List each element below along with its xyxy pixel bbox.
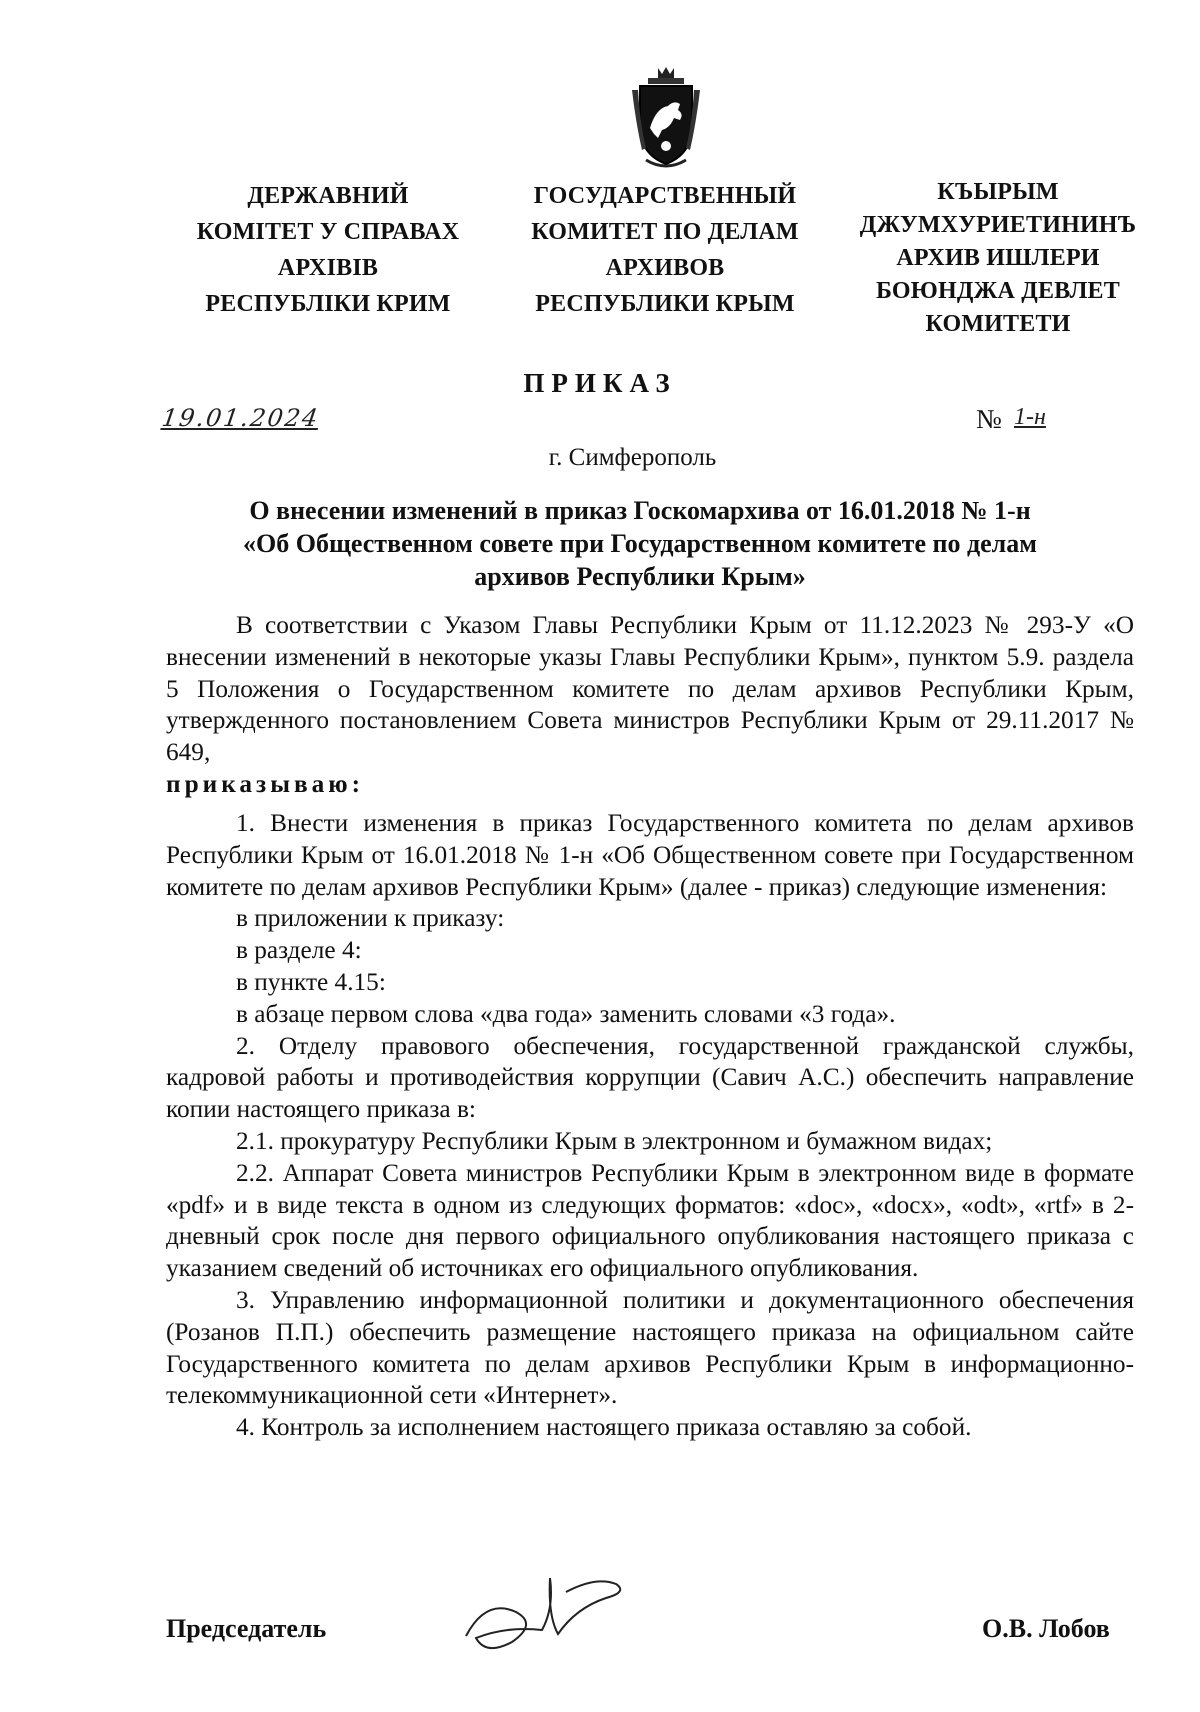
coat-of-arms-icon [628,64,704,168]
order-number: 1-н [1014,404,1046,430]
header-russian-line: РЕСПУБЛИКИ КРЫМ [535,291,795,317]
header-russian [510,178,820,322]
header-ukrainian-line: АРХІВІВ [277,255,379,281]
order-body [166,808,1134,1444]
order-subject [150,494,1130,593]
subject-line: О внесении изменений в приказ Госкомархива от 16.01.2018 № 1-н [249,496,1031,525]
clause-2-2: 2.2. Аппарат Совета министров Республики Крым в электронном виде в формате «pdf» и в виде текста в одном из следующих форматов: «doc», «docx», «odt», «rtf» в 2-дневный срок после дня первого официального опубликования настоящего приказа с указанием сведений об источниках его официального опубликования. [166,1158,1134,1283]
clause-1-d: в абзаце первом слова «два года» заменить словами «3 года». [236,999,896,1028]
header-russian-line: ГОСУДАРСТВЕННЫЙ [533,183,797,209]
header-crimean-tatar-line: АРХИВ ИШЛЕРИ [896,245,1100,271]
document-title: ПРИКАЗ [523,368,677,398]
preamble-block [166,610,1134,801]
handwritten-signature-icon [446,1538,646,1678]
signatory-role: Председатель [166,1614,327,1643]
header-ukrainian-line: ДЕРЖАВНИЙ [247,183,409,209]
header-ukrainian-line: РЕСПУБЛІКИ КРИМ [205,291,451,317]
clause-2-1: 2.1. прокуратуру Республики Крым в электронном и бумажном видах; [236,1126,993,1155]
header-crimean-tatar-line: КОМИТЕТИ [925,311,1071,337]
subject-line: «Об Общественном совете при Государственном комитете по делам [243,529,1037,558]
clause-1: 1. Внести изменения в приказ Государственного комитета по делам архивов Республики Крым от 16.01.2018 № 1-н «Об Общественном совете при Государственном комитете по делам архивов Республики Крым» (далее - приказ) следующие изменения: [166,809,1134,901]
header-ukrainian-line: КОМІТЕТ У СПРАВАХ [196,219,460,245]
header-russian-line: КОМИТЕТ ПО ДЕЛАМ [531,219,799,245]
header-crimean-tatar-line: КЪЫРЫМ [937,179,1059,205]
header-crimean-tatar-line: ДЖУМХУРИЕТИНИНЪ [859,212,1137,238]
order-city: г. Симферополь [548,444,717,471]
header-ukrainian [178,178,478,322]
clause-1-b: в разделе 4: [236,936,362,965]
header-russian-line: АРХИВОВ [605,255,725,281]
header-crimean-tatar-line: БОЮНДЖА ДЕВЛЕТ [876,278,1120,304]
preamble-paragraph: В соответствии с Указом Главы Республики Крым от 11.12.2023 № 293-У «О внесении изменений в некоторые указы Главы Республики Крым», пунктом 5.9. раздела 5 Положения о Государственном комитете по делам архивов Республики Крым, утвержденного постановлением Совета министров Республики Крым от 29.11.2017 № 649, [166,611,1134,767]
clause-2: 2. Отделу правового обеспечения, государственной гражданской службы, кадровой работы и противодействия коррупции (Савич А.С.) обеспечить направление копии настоящего приказа в: [166,1031,1134,1124]
clause-1-a: в приложении к приказу: [236,904,505,933]
clause-1-c: в пункте 4.15: [236,967,386,996]
signatory-name: О.В. Лобов [982,1614,1110,1643]
order-word: приказываю: [166,769,365,798]
order-date: 19.01.2024 [160,404,322,432]
header-crimean-tatar [838,176,1158,341]
clause-4: 4. Контроль за исполнением настоящего приказа оставляю за собой. [236,1413,972,1442]
clause-3: 3. Управлению информационной политики и документационного обеспечения (Розанов П.П.) обеспечить размещение настоящего приказа на официальном сайте Государственного комитета по делам архивов Республики Крым в информационно-телекоммуникационной сети «Интернет». [166,1285,1134,1410]
subject-line: архивов Республики Крым» [474,562,806,591]
order-number-label: № [976,404,1002,434]
